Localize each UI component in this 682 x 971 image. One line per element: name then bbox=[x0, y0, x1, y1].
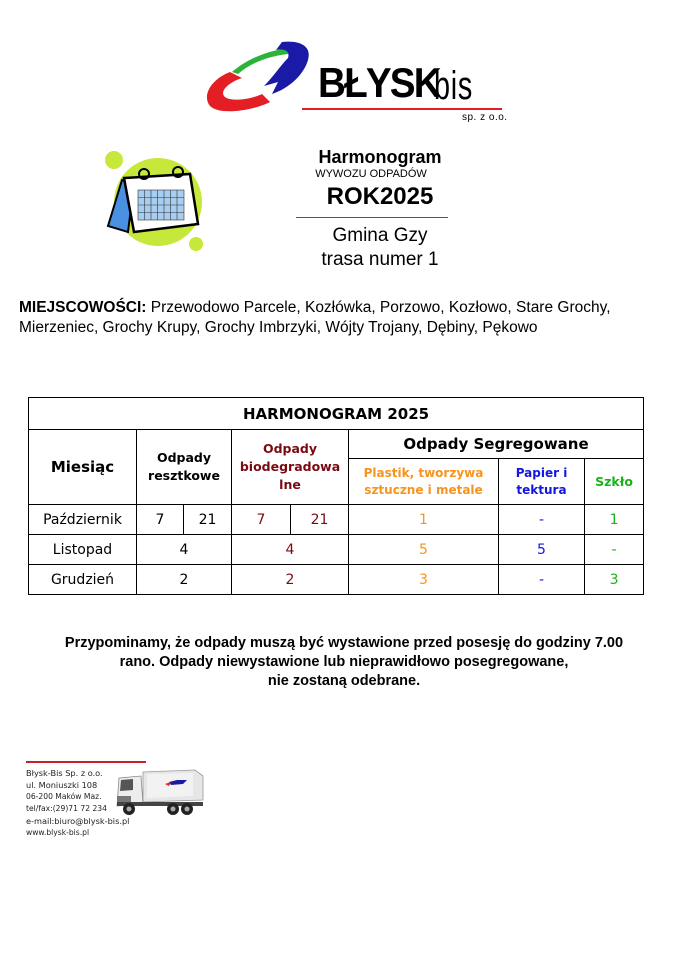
cell-bio: 21 bbox=[291, 505, 349, 535]
localities-paragraph bbox=[19, 298, 682, 338]
schedule-table bbox=[28, 397, 644, 595]
cell-residual: 2 bbox=[137, 565, 232, 595]
cell-glass: 1 bbox=[585, 505, 644, 535]
header-segregated-waste: Odpady Segregowane bbox=[349, 430, 644, 459]
cell-bio: 7 bbox=[232, 505, 291, 535]
document-title: Harmonogram bbox=[318, 147, 442, 167]
header-bio-line: biodegradowa bbox=[239, 459, 341, 474]
header-month: Miesiąc bbox=[29, 430, 137, 505]
title-block bbox=[290, 146, 470, 272]
logo-underline bbox=[302, 108, 502, 110]
footer-website[interactable]: www.blysk-bis.pl bbox=[26, 828, 90, 837]
cell-glass: 3 bbox=[585, 565, 644, 595]
company-logo bbox=[200, 36, 510, 126]
cell-month: Październik bbox=[29, 505, 137, 535]
header-paper: Papier i tektura bbox=[499, 459, 585, 505]
notice-line: Przypominamy, że odpady muszą być wystawione przed posesję do godziny 7.00 bbox=[64, 635, 624, 651]
cell-paper: - bbox=[499, 505, 585, 535]
title-divider bbox=[296, 217, 448, 218]
footer-phone: tel/fax:(29)71 72 234 bbox=[26, 804, 107, 813]
header-bio-line: Odpady bbox=[262, 441, 318, 456]
garbage-truck-icon bbox=[113, 766, 205, 818]
cell-month: Grudzień bbox=[29, 565, 137, 595]
header-biodegradable-waste bbox=[232, 430, 349, 505]
cell-plastic: 5 bbox=[349, 535, 499, 565]
cell-plastic: 3 bbox=[349, 565, 499, 595]
header-glass: Szkło bbox=[585, 459, 644, 505]
cell-residual: 7 bbox=[137, 505, 184, 535]
logo-legal-form: sp. z o.o. bbox=[462, 112, 508, 123]
logo-brand-suffix: bis bbox=[434, 64, 473, 108]
footer-email[interactable]: e-mail:biuro@blysk-bis.pl bbox=[26, 816, 130, 826]
calendar-icon bbox=[98, 144, 210, 254]
cell-month: Listopad bbox=[29, 535, 137, 565]
cell-bio: 4 bbox=[232, 535, 349, 565]
cell-glass: - bbox=[585, 535, 644, 565]
route-label: trasa numer 1 bbox=[321, 249, 439, 270]
header-bio-line: lne bbox=[279, 477, 301, 492]
header-plastic: Plastik, tworzywa sztuczne i metale bbox=[349, 459, 499, 505]
footer-street: ul. Moniuszki 108 bbox=[26, 780, 98, 790]
notice-line: nie zostaną odebrane. bbox=[267, 673, 421, 689]
footer-divider bbox=[26, 761, 146, 763]
year-label: ROK2025 bbox=[326, 183, 434, 210]
localities-list: Przewodowo Parcele, Kozłówka, Porzowo, Kozłowo, Stare Grochy, Mierzeniec, Grochy Krupy, Grochy Imbrzyki, Wójty Trojany, Dębiny, Pękowo bbox=[19, 299, 611, 336]
footer-company: Błysk-Bis Sp. z o.o. bbox=[26, 768, 103, 778]
header-residual-waste: Odpady resztkowe bbox=[137, 430, 232, 505]
municipality-label: Gmina Gzy bbox=[332, 225, 428, 246]
document-subtitle: WYWOZU ODPADÓW bbox=[315, 168, 427, 180]
cell-residual: 21 bbox=[184, 505, 232, 535]
localities-label: MIEJSCOWOŚCI: bbox=[19, 299, 147, 316]
cell-plastic: 1 bbox=[349, 505, 499, 535]
logo-swoosh-icon bbox=[200, 36, 320, 126]
logo-brand-text: BŁYSK bbox=[318, 59, 440, 106]
collection-notice bbox=[20, 634, 668, 691]
cell-paper: - bbox=[499, 565, 585, 595]
table-row bbox=[29, 505, 644, 535]
table-row bbox=[29, 535, 644, 565]
table-row bbox=[29, 565, 644, 595]
cell-residual: 4 bbox=[137, 535, 232, 565]
cell-bio: 2 bbox=[232, 565, 349, 595]
notice-line: rano. Odpady niewystawione lub nieprawidłowo posegregowane, bbox=[119, 654, 569, 670]
cell-paper: 5 bbox=[499, 535, 585, 565]
footer-city: 06-200 Maków Maz. bbox=[26, 792, 102, 801]
table-title: HARMONOGRAM 2025 bbox=[29, 398, 644, 430]
